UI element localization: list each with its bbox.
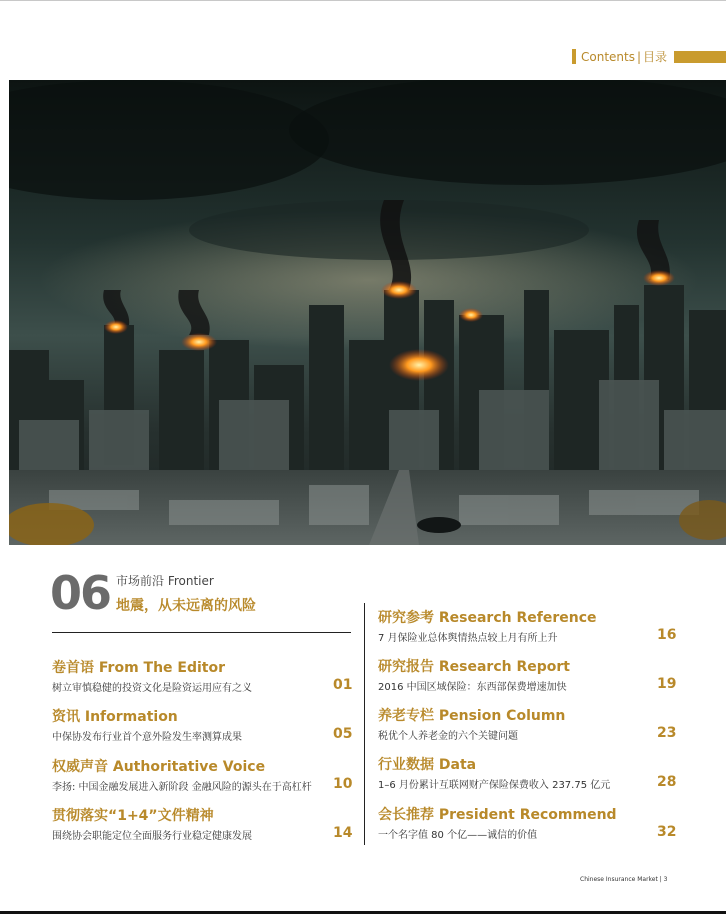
- toc-article-title: 一个名字值 80 个亿——诚信的价值: [378, 830, 538, 841]
- contents-separator: |: [636, 50, 642, 64]
- contents-en: Contents: [581, 50, 635, 64]
- toc-article-title: 李扬: 中国金融发展进入新阶段 金融风险的源头在于高杠杆: [52, 782, 312, 793]
- toc-article-title: 税优个人养老金的六个关键问题: [378, 731, 518, 742]
- toc-page-number: 16: [657, 627, 677, 643]
- toc-section-title: 研究参考 Research Reference: [378, 610, 597, 626]
- header-accent-bar: [572, 49, 576, 64]
- toc-section-title: 行业数据 Data: [378, 757, 477, 773]
- toc-article-title: 7 月保险业总体舆情热点较上月有所上升: [378, 633, 558, 644]
- toc-page-number: 23: [657, 725, 677, 741]
- toc-article-title: 围绕协会职能定位全面服务行业稳定健康发展: [52, 831, 252, 842]
- contents-zh: 目录: [643, 50, 668, 64]
- header-gold-block: [674, 51, 726, 63]
- toc-section-title: 研究报告 Research Report: [378, 659, 570, 675]
- toc-page-number: 05: [333, 726, 353, 742]
- toc-page-number: 10: [333, 776, 353, 792]
- toc-page-number: 28: [657, 774, 677, 790]
- toc-article-title: 2016 中国区域保险：东西部保费增速加快: [378, 682, 567, 693]
- toc-page-number: 01: [333, 677, 353, 693]
- column-divider: [364, 603, 365, 845]
- toc-article-title: 树立审慎稳健的投资文化是险资运用应有之义: [52, 683, 252, 694]
- toc-page-number: 19: [657, 676, 677, 692]
- toc-section-title: 会长推荐 President Recommend: [378, 807, 617, 823]
- toc-page-number: 32: [657, 824, 677, 840]
- toc-article-title: 中保协发布行业首个意外险发生率测算成果: [52, 732, 242, 743]
- toc-section-title: 贯彻落实“1+4”文件精神: [52, 808, 214, 824]
- toc-section-title: 权威声音 Authoritative Voice: [52, 759, 266, 775]
- toc-page-number: 14: [333, 825, 353, 841]
- toc-section-title: 养老专栏 Pension Column: [378, 708, 566, 724]
- page-footer: Chinese Insurance Market | 3: [580, 876, 668, 883]
- featured-section-label: 市场前沿 Frontier: [116, 574, 214, 588]
- top-rule: [0, 0, 726, 1]
- featured-divider: [52, 632, 351, 633]
- toc-section-title: 卷首语 From The Editor: [52, 660, 226, 676]
- featured-page-number: 06: [50, 566, 111, 620]
- contents-heading: [581, 48, 667, 65]
- cover-image-burning-city: [9, 80, 726, 545]
- featured-article-title[interactable]: 地震，从未远离的风险: [116, 598, 256, 614]
- toc-article-title: 1–6 月份累计互联网财产保险保费收入 237.75 亿元: [378, 780, 611, 791]
- toc-section-title: 资讯 Information: [52, 709, 178, 725]
